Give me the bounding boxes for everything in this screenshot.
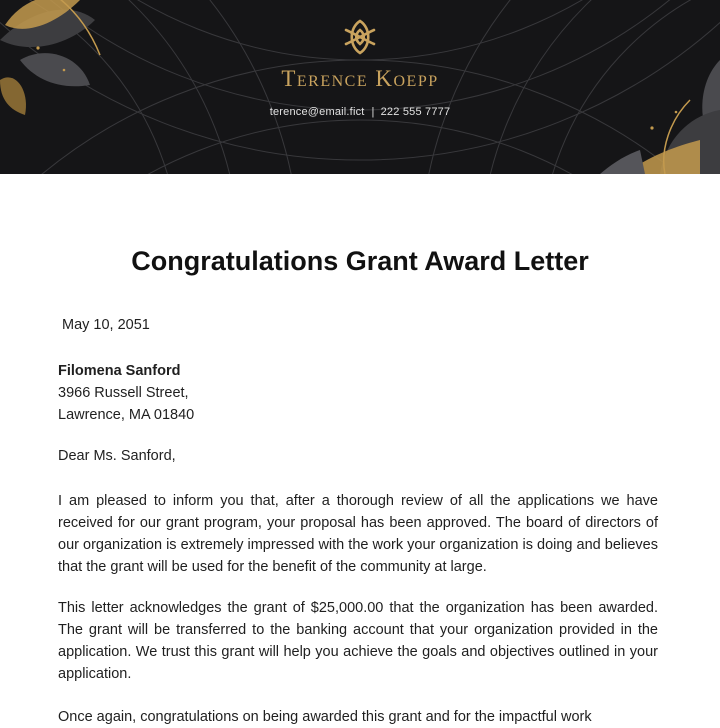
recipient-street: 3966 Russell Street, [58, 385, 189, 401]
recipient-city: Lawrence, MA 01840 [58, 407, 195, 423]
letterhead [0, 0, 720, 174]
paragraph: This letter acknowledges the grant of $25,000.00 that the organization has been awarded. The grant will be transferred to the banking account that your organization provided in the application. We trust this grant will help you achieve the goals and objectives outlined in your application. [58, 600, 658, 682]
paragraph: Once again, congratulations on being awarded this grant and for the impactful work [58, 709, 592, 725]
sender-name: Terence Koepp [281, 66, 439, 91]
paragraph: I am pleased to inform you that, after a thorough review of all the applications we have received for our grant program, your proposal has been approved. The board of directors of our organization is extremely impressed with the work your organization is doing and believes that the grant will be used for the benefit of the community at large. [58, 493, 658, 575]
contact-separator: | [371, 106, 375, 118]
ornamental-knot-icon [341, 18, 379, 56]
sender-phone: 222 555 7777 [380, 106, 451, 118]
sender-email: terence@email.fict [269, 106, 365, 118]
brand-block [0, 18, 720, 118]
recipient-name: Filomena Sanford [58, 363, 181, 379]
letter-date: May 10, 2051 [62, 317, 150, 333]
recipient-address [58, 360, 194, 426]
salutation: Dear Ms. Sanford, [58, 448, 176, 464]
letter-title: Congratulations Grant Award Letter [131, 246, 589, 276]
contact-line [0, 106, 720, 118]
